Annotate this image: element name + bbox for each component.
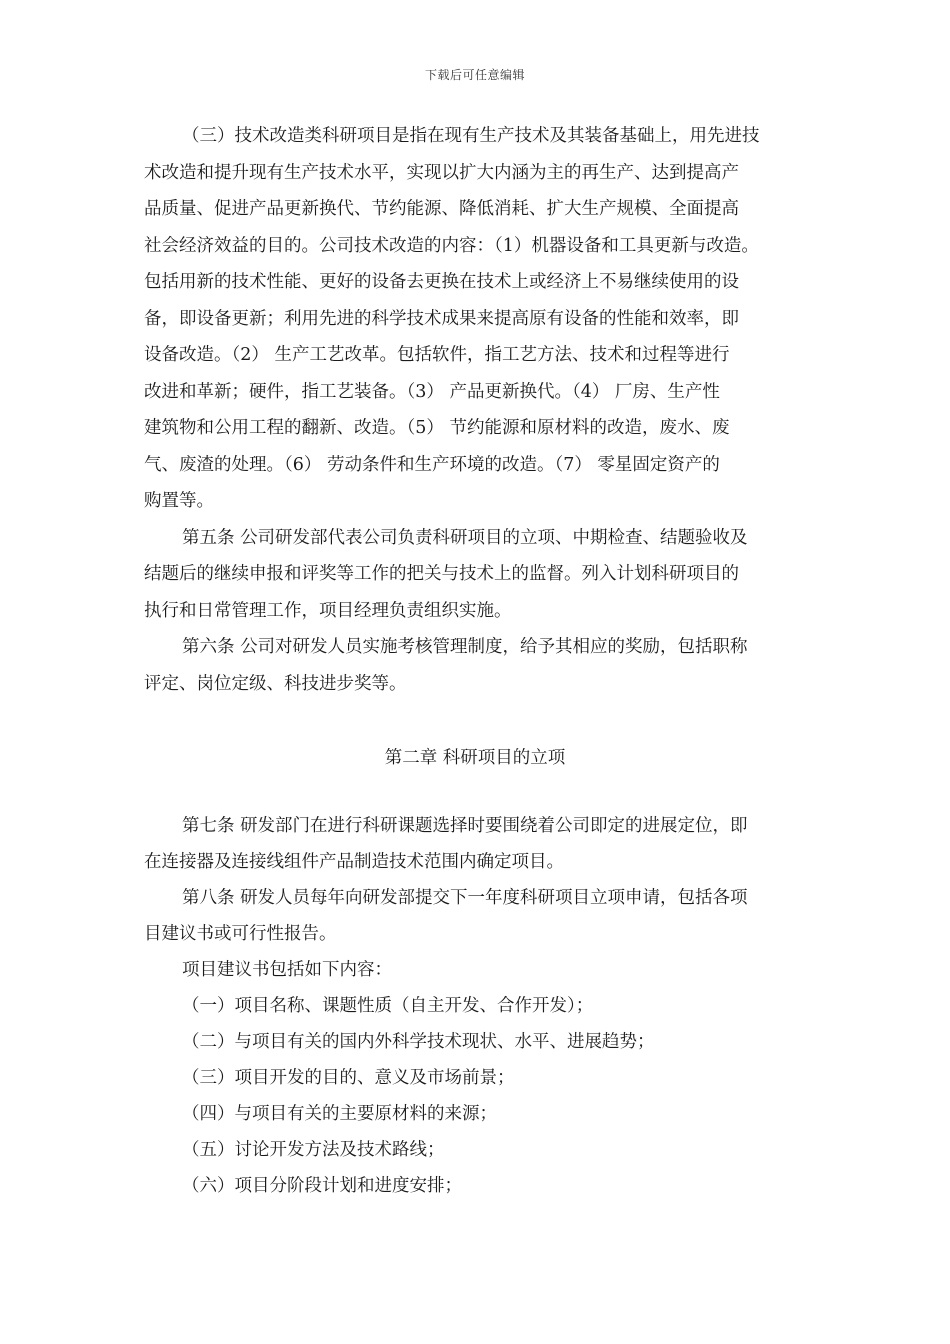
text-line: 第六条 公司对研发人员实施考核管理制度，给予其相应的奖励，包括职称 (182, 637, 748, 657)
document-body-section-2 (144, 808, 814, 1204)
text-line: 评定、岗位定级、科技进步奖等。 (144, 673, 407, 694)
list-item: （二）与项目有关的国内外科学技术现状、水平、进展趋势； (182, 1032, 655, 1052)
chapter-title: 第二章 科研项目的立项 (384, 748, 566, 768)
text-line: 第八条 研发人员每年向研发部提交下一年度科研项目立项申请，包括各项 (182, 888, 748, 908)
proposal-intro: 项目建议书包括如下内容： (182, 960, 392, 980)
text-line: 购置等。 (144, 491, 214, 511)
paragraph-article-8 (144, 880, 814, 952)
page-header: 下载后可任意编辑 (424, 68, 525, 82)
text-line: 建筑物和公用工程的翻新、改造。（5） 节约能源和原材料的改造，废水、废 (144, 418, 730, 438)
text-line: 设备改造。（2） 生产工艺改革。包括软件，指工艺方法、技术和过程等进行 (144, 345, 730, 365)
proposal-list (144, 988, 814, 1204)
document-body-section-1 (144, 118, 814, 702)
text-line: 目建议书或可行性报告。 (144, 924, 337, 944)
list-item: （一）项目名称、课题性质（自主开发、合作开发）； (182, 996, 594, 1016)
list-item: （五）讨论开发方法及技术路线； (182, 1140, 445, 1160)
text-line: 在连接器及连接线组件产品制造技术范围内确定项目。 (144, 852, 564, 872)
text-line: 结题后的继续申报和评奖等工作的把关与技术上的监督。列入计划科研项目的 (144, 564, 739, 584)
text-line: 社会经济效益的目的。公司技术改造的内容：（1）机器设备和工具更新与改造。 (144, 235, 759, 256)
paragraph-technical-renovation (144, 118, 814, 520)
text-line: 气、废渣的处理。（6） 劳动条件和生产环境的改造。（7） 零星固定资产的 (144, 454, 720, 475)
text-line: 第五条 公司研发部代表公司负责科研项目的立项、中期检查、结题验收及 (182, 527, 748, 548)
text-line: （三）技术改造类科研项目是指在现有生产技术及其装备基础上，用先进技 (182, 126, 760, 146)
list-item: （六）项目分阶段计划和进度安排； (182, 1176, 462, 1196)
text-line: 备，即设备更新；利用先进的科学技术成果来提高原有设备的性能和效率，即 (144, 308, 739, 329)
text-line: 品质量、促进产品更新换代、节约能源、降低消耗、扩大生产规模、全面提高 (144, 199, 739, 219)
text-line: 第七条 研发部门在进行科研课题选择时要围绕着公司即定的进展定位，即 (182, 816, 748, 836)
text-line: 执行和日常管理工作，项目经理负责组织实施。 (144, 600, 512, 621)
text-line: 包括用新的技术性能、更好的设备去更换在技术上或经济上不易继续使用的设 (144, 272, 739, 292)
paragraph-article-7 (144, 808, 814, 880)
list-item: （三）项目开发的目的、意义及市场前景； (182, 1068, 515, 1088)
text-line: 改进和革新；硬件，指工艺装备。（3） 产品更新换代。（4） 厂房、生产性 (144, 381, 720, 402)
paragraph-article-5 (144, 520, 814, 630)
paragraph-article-6 (144, 629, 814, 702)
text-line: 术改造和提升现有生产技术水平，实现以扩大内涵为主的再生产、达到提高产 (144, 162, 739, 183)
list-item: （四）与项目有关的主要原材料的来源； (182, 1104, 497, 1124)
